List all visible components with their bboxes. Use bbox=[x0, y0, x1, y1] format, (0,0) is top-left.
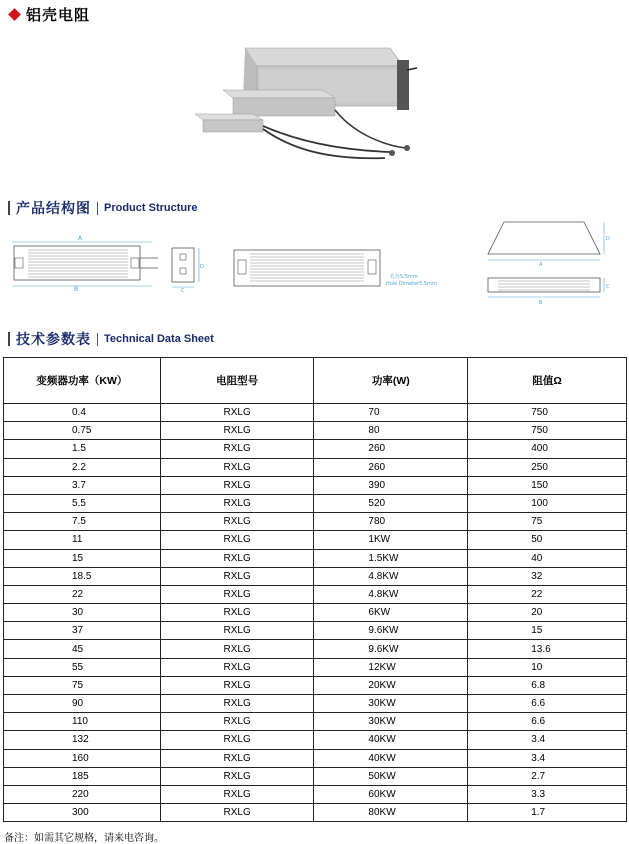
dim-label-a: A bbox=[78, 235, 83, 242]
table-cell: 6.8 bbox=[468, 676, 627, 694]
table-cell: 75 bbox=[468, 513, 627, 531]
table-cell: RXLG bbox=[160, 695, 314, 713]
dim-label-c2: C bbox=[606, 284, 610, 290]
table-cell: RXLG bbox=[160, 749, 314, 767]
diamond-bullet-icon bbox=[8, 8, 21, 21]
table-row bbox=[4, 476, 627, 494]
table-cell: 2.2 bbox=[4, 458, 161, 476]
table-cell: 37 bbox=[4, 622, 161, 640]
section-title-en: Technical Data Sheet bbox=[104, 333, 214, 345]
dimension-view-diagram bbox=[484, 220, 614, 306]
table-cell: 220 bbox=[4, 785, 161, 803]
table-cell: 80KW bbox=[314, 804, 468, 822]
page-title: 铝壳电阻 bbox=[26, 5, 91, 24]
table-cell: 390 bbox=[314, 476, 468, 494]
table-cell: 22 bbox=[4, 585, 161, 603]
table-cell: 50 bbox=[468, 531, 627, 549]
table-cell: 90 bbox=[4, 695, 161, 713]
table-row bbox=[4, 404, 627, 422]
table-row bbox=[4, 513, 627, 531]
table-cell: 400 bbox=[468, 440, 627, 458]
dim-label-b: B bbox=[74, 286, 79, 292]
table-cell: 75 bbox=[4, 676, 161, 694]
table-cell: 12KW bbox=[314, 658, 468, 676]
table-cell: RXLG bbox=[160, 731, 314, 749]
table-cell: 2.7 bbox=[468, 767, 627, 785]
table-cell: 4.8KW bbox=[314, 567, 468, 585]
table-cell: RXLG bbox=[160, 476, 314, 494]
table-cell: 13.6 bbox=[468, 640, 627, 658]
hole-label-cn: 孔径5.5mm bbox=[390, 274, 418, 280]
table-cell: 110 bbox=[4, 713, 161, 731]
table-cell: 10 bbox=[468, 658, 627, 676]
table-cell: 6.6 bbox=[468, 695, 627, 713]
table-row bbox=[4, 585, 627, 603]
product-photo bbox=[185, 40, 425, 170]
mounting-view-diagram bbox=[232, 246, 448, 292]
table-cell: RXLG bbox=[160, 804, 314, 822]
table-cell: 40KW bbox=[314, 731, 468, 749]
page-title-row bbox=[8, 4, 90, 24]
table-row bbox=[4, 785, 627, 803]
table-cell: 20 bbox=[468, 604, 627, 622]
section-title-en: Product Structure bbox=[104, 202, 198, 214]
table-cell: 150 bbox=[468, 476, 627, 494]
section-bar bbox=[8, 201, 10, 215]
section-technical-data bbox=[8, 330, 214, 348]
header-resistor-model: 电阻型号 bbox=[160, 358, 314, 404]
header-power: 功率(W) bbox=[314, 358, 468, 404]
section-title-cn: 技术参数表 bbox=[16, 332, 91, 348]
table-cell: 3.4 bbox=[468, 749, 627, 767]
table-cell: 7.5 bbox=[4, 513, 161, 531]
table-row bbox=[4, 440, 627, 458]
table-row bbox=[4, 531, 627, 549]
table-row bbox=[4, 658, 627, 676]
table-cell: 6.6 bbox=[468, 713, 627, 731]
dim-label-c: C bbox=[181, 288, 185, 292]
table-cell: 20KW bbox=[314, 676, 468, 694]
table-row bbox=[4, 422, 627, 440]
table-cell: 0.75 bbox=[4, 422, 161, 440]
table-header-row bbox=[4, 358, 627, 404]
table-row bbox=[4, 567, 627, 585]
table-row bbox=[4, 767, 627, 785]
table-cell: 750 bbox=[468, 404, 627, 422]
section-separator bbox=[97, 333, 98, 346]
table-row bbox=[4, 494, 627, 512]
table-cell: 50KW bbox=[314, 767, 468, 785]
table-cell: RXLG bbox=[160, 531, 314, 549]
table-cell: 1KW bbox=[314, 531, 468, 549]
section-separator bbox=[97, 202, 98, 215]
dim-label-a2: A bbox=[539, 262, 543, 268]
table-cell: 40KW bbox=[314, 749, 468, 767]
table-cell: 260 bbox=[314, 440, 468, 458]
table-row bbox=[4, 676, 627, 694]
front-view-diagram bbox=[6, 230, 166, 292]
table-cell: RXLG bbox=[160, 513, 314, 531]
table-cell: 70 bbox=[314, 404, 468, 422]
section-product-structure bbox=[8, 199, 198, 217]
table-cell: 30KW bbox=[314, 695, 468, 713]
technical-data-table bbox=[3, 357, 627, 822]
table-cell: 80 bbox=[314, 422, 468, 440]
table-row bbox=[4, 604, 627, 622]
table-cell: 30 bbox=[4, 604, 161, 622]
table-cell: RXLG bbox=[160, 422, 314, 440]
table-cell: 40 bbox=[468, 549, 627, 567]
table-cell: RXLG bbox=[160, 658, 314, 676]
table-cell: 60KW bbox=[314, 785, 468, 803]
table-cell: 18.5 bbox=[4, 567, 161, 585]
table-cell: 750 bbox=[468, 422, 627, 440]
dim-label-b2: B bbox=[539, 300, 543, 306]
table-cell: 132 bbox=[4, 731, 161, 749]
table-cell: RXLG bbox=[160, 440, 314, 458]
table-cell: 160 bbox=[4, 749, 161, 767]
table-cell: 9.6KW bbox=[314, 640, 468, 658]
table-cell: RXLG bbox=[160, 622, 314, 640]
table-row bbox=[4, 804, 627, 822]
table-cell: 3.7 bbox=[4, 476, 161, 494]
table-cell: 260 bbox=[314, 458, 468, 476]
table-cell: RXLG bbox=[160, 640, 314, 658]
table-cell: 300 bbox=[4, 804, 161, 822]
table-cell: RXLG bbox=[160, 713, 314, 731]
dim-label-d: D bbox=[200, 264, 204, 270]
header-resistance: 阻值Ω bbox=[468, 358, 627, 404]
table-row bbox=[4, 713, 627, 731]
table-cell: 0.4 bbox=[4, 404, 161, 422]
table-cell: RXLG bbox=[160, 458, 314, 476]
table-cell: 15 bbox=[4, 549, 161, 567]
table-cell: 3.3 bbox=[468, 785, 627, 803]
side-view-diagram bbox=[168, 244, 208, 292]
section-title-cn: 产品结构图 bbox=[16, 201, 91, 217]
table-cell: RXLG bbox=[160, 567, 314, 585]
table-cell: 1.7 bbox=[468, 804, 627, 822]
table-cell: RXLG bbox=[160, 785, 314, 803]
table-cell: RXLG bbox=[160, 604, 314, 622]
table-cell: 11 bbox=[4, 531, 161, 549]
table-cell: 22 bbox=[468, 585, 627, 603]
table-cell: 4.8KW bbox=[314, 585, 468, 603]
table-cell: 100 bbox=[468, 494, 627, 512]
table-cell: RXLG bbox=[160, 676, 314, 694]
table-cell: 6KW bbox=[314, 604, 468, 622]
table-cell: 15 bbox=[468, 622, 627, 640]
table-cell: 1.5 bbox=[4, 440, 161, 458]
table-cell: 5.5 bbox=[4, 494, 161, 512]
table-cell: 3.4 bbox=[468, 731, 627, 749]
table-row bbox=[4, 749, 627, 767]
table-body bbox=[4, 404, 627, 822]
table-cell: 780 bbox=[314, 513, 468, 531]
table-cell: 32 bbox=[468, 567, 627, 585]
table-row bbox=[4, 622, 627, 640]
table-cell: 55 bbox=[4, 658, 161, 676]
table-cell: RXLG bbox=[160, 549, 314, 567]
table-row bbox=[4, 695, 627, 713]
table-row bbox=[4, 731, 627, 749]
table-cell: RXLG bbox=[160, 585, 314, 603]
table-row bbox=[4, 458, 627, 476]
table-cell: RXLG bbox=[160, 404, 314, 422]
footer-note: 备注：如需其它规格，请来电咨询。 bbox=[4, 833, 164, 844]
table-cell: 30KW bbox=[314, 713, 468, 731]
table-cell: 520 bbox=[314, 494, 468, 512]
dim-label-d2: D bbox=[606, 236, 610, 242]
section-bar bbox=[8, 332, 10, 346]
table-cell: 45 bbox=[4, 640, 161, 658]
header-inverter-power: 变频器功率（KW） bbox=[4, 358, 161, 404]
hole-label-en: Hole Dimeter5.5mm bbox=[386, 281, 437, 287]
table-cell: 9.6KW bbox=[314, 622, 468, 640]
table-cell: RXLG bbox=[160, 767, 314, 785]
table-cell: 185 bbox=[4, 767, 161, 785]
table-cell: 250 bbox=[468, 458, 627, 476]
table-cell: 1.5KW bbox=[314, 549, 468, 567]
table-row bbox=[4, 640, 627, 658]
table-row bbox=[4, 549, 627, 567]
table-cell: RXLG bbox=[160, 494, 314, 512]
